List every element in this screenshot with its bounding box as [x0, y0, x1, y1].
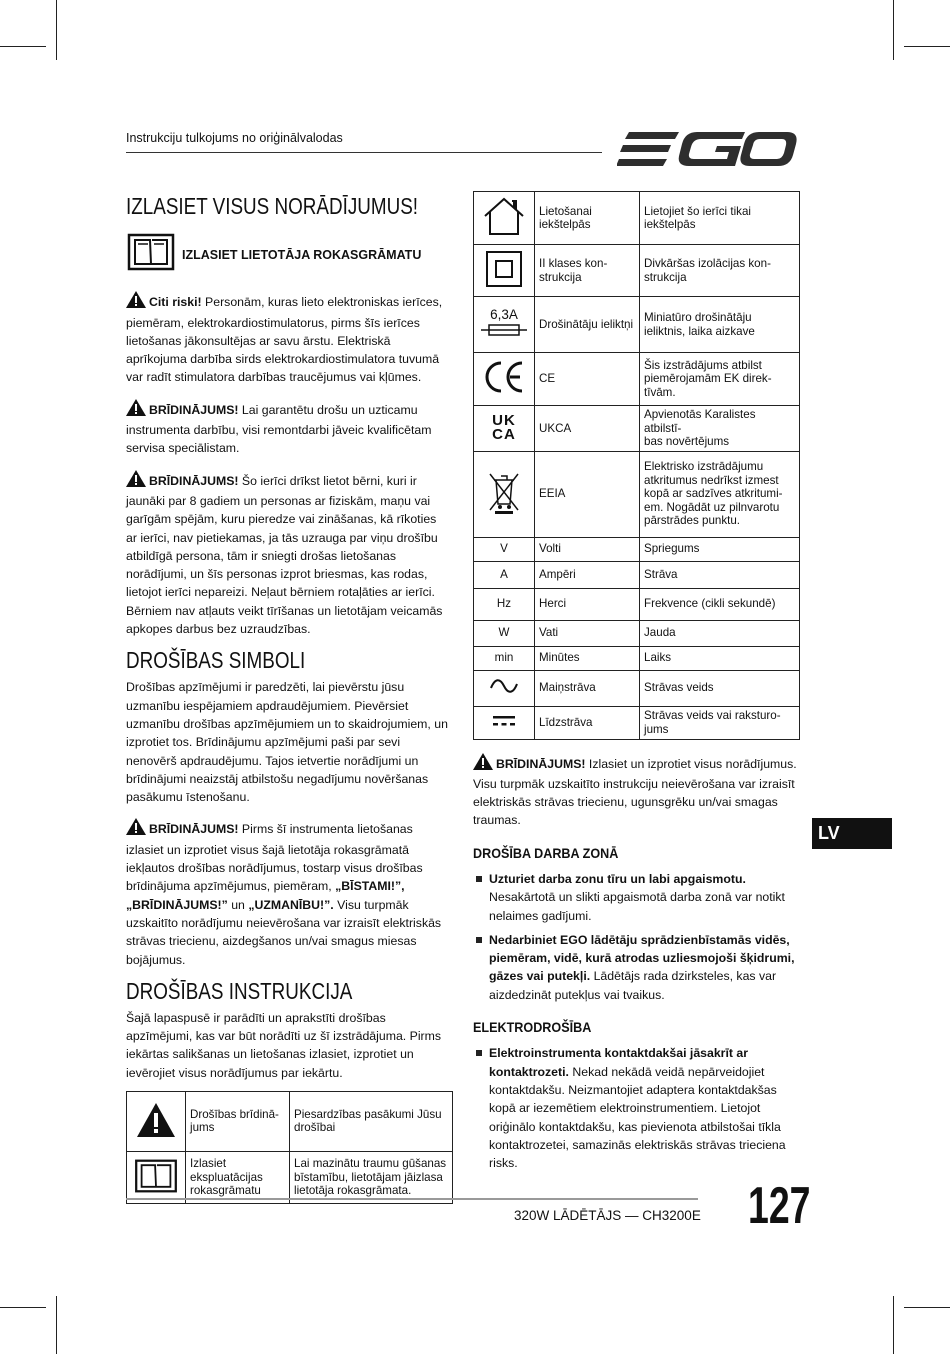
unit-symbol: W [474, 620, 535, 646]
table-cell: EEIA [535, 451, 640, 537]
left-column [126, 188, 448, 1204]
table-cell: Apvienotās Karalistes atbilstī- bas novērtējums [640, 406, 800, 452]
header-text: Instrukciju tulkojums no oriģinālvalodas [126, 131, 343, 145]
table-cell: Maiņstrāva [535, 670, 640, 706]
list-item-bold: Uzturiet darba zonu tīru un labi apgaismotu. [489, 871, 746, 886]
paragraph-instructions: Šajā lapaspusē ir parādīti un aprakstīti drošības apzīmējumi, kas var būt norādīti uz šī izstrādājuma. Pirms iekārtas salikšanas un lietošanas izlasiet, izprotiet un ievērojiet visus norādījumus par iekārtu. [126, 1010, 442, 1080]
work-area-list [473, 870, 800, 1004]
section-title-read-all: IZLASIET VISUS NORĀDĪJUMUS! [126, 193, 419, 219]
table-cell: Jauda [640, 620, 800, 646]
left-symbol-table [126, 1091, 453, 1204]
unit-symbol: Hz [474, 588, 535, 620]
unit-symbol: min [474, 646, 535, 670]
dc-icon [474, 706, 535, 739]
table-row [127, 1151, 453, 1203]
list-item [473, 870, 800, 925]
signal-words: „BĪSTAMI!”, „BRĪDINĀJUMS!” [126, 879, 405, 912]
warning-triangle-icon [473, 753, 493, 775]
table-row [474, 646, 800, 670]
table-cell: Piesardzības pasākumi Jūsu drošībai [290, 1091, 453, 1151]
section-title-electrical-safety: ELEKTRODROŠĪBA [473, 1019, 592, 1036]
table-cell: Laiks [640, 646, 800, 670]
unit-symbol: V [474, 537, 535, 561]
table-cell: Līdzstrāva [535, 706, 640, 739]
ego-logo [617, 130, 799, 175]
paragraph-warning-general [473, 753, 800, 830]
table-row [474, 620, 800, 646]
paragraph-other-risks [126, 291, 448, 386]
warning-triangle-icon [126, 470, 146, 492]
crop-mark [0, 1307, 46, 1308]
footer-rule [126, 1198, 698, 1200]
table-cell: Izlasiet ekspluatācijas rokasgrāmatu [186, 1151, 290, 1203]
warning-read-text-end: Visu turpmāk uzskaitīto norādījumu neievērošana var izraisīt elektriskās strāvas triecienu, aizdegšanos un/vai smagus miesas bojājumus. [126, 897, 442, 967]
paragraph-warning-children [126, 470, 448, 639]
language-tab: LV [812, 818, 892, 849]
warning-read-text: Pirms šī instrumenta lietošanas izlasiet un izprotiet visus šajā lietotāja rokasgrāmatā iekļautos drošības norādījumus, tostarp visus drošības brīdinājuma apzīmējumus, piemēram, [126, 822, 423, 894]
other-risks-label: Citi riski! [149, 295, 202, 310]
crossed-bin-icon [474, 451, 535, 537]
list-item-bold: Elektroinstrumenta kontaktdakšai jāsakrīt ar kontaktrozeti. [489, 1046, 749, 1079]
section-title-work-area: DROŠĪBA DARBA ZONĀ [473, 844, 619, 861]
footer-product: 320W LĀDĒTĀJS — CH3200E [514, 1208, 701, 1223]
table-cell: Drošības brīdinā- jums [186, 1091, 290, 1151]
signal-word-caution: „UZMANĪBU!”. [248, 897, 334, 912]
ukca-glyph: CA [492, 426, 516, 444]
table-row [474, 245, 800, 297]
crop-mark [0, 46, 46, 47]
book-icon [126, 232, 176, 277]
crop-mark [893, 0, 894, 60]
table-cell: Elektrisko izstrādājumu atkritumus nedrīkst izmest kopā ar sadzīves atkritumi- em. Nogādāt uz pilnvarotu pārstrādes punktu. [640, 451, 800, 537]
table-row [474, 451, 800, 537]
table-row [474, 406, 800, 452]
table-cell: Volti [535, 537, 640, 561]
warning-repair-text: Lai garantētu drošu un uzticamu instrumenta darbību, visi remontdarbi jāveic kvalificētam servisa speciālistam. [126, 402, 432, 456]
table-cell: Ampēri [535, 561, 640, 588]
list-item-text: Nekad nekādā veidā nepārveidojiet kontaktdakšu. Neizmantojiet adaptera kontaktdakšas kopā ar iezemētiem elektroinstrumentiem. Lietojot oriģinālo kontaktdakšu, kas pievienota atbilstošai tīkla kontaktrozetei, samazinās elektriskās strāvas trieciena risks. [489, 1064, 786, 1171]
paragraph-warning-read [126, 818, 448, 968]
paragraph-warning-repair [126, 399, 448, 458]
table-cell: Minūtes [535, 646, 640, 670]
paragraph-symbols: Drošības apzīmējumi ir paredzēti, lai pievērstu jūsu uzmanību iespējamiem apdraudējumiem. Pievērsiet uzmanību drošības apzīmējumiem un to skaidrojumiem, un izprotiet tos. Brīdinājumu apzīmējumi paši par sevi nenovērš apdraudējumu. Tajos ietvertie norādījumi un brīdinājumi neaizstāj atbilstošu negadījumu novēršanas pasākumu īstenošanu. [126, 680, 448, 805]
ukca-glyph: UK [492, 412, 516, 430]
ce-mark-icon [474, 353, 535, 406]
table-row [474, 192, 800, 245]
table-row [474, 561, 800, 588]
warning-label: BRĪDINĀJUMS! [149, 402, 239, 417]
table-cell: Lai mazinātu traumu gūšanas bīstamību, lietotājam jāizlasa lietotāja rokasgrāmata. [290, 1151, 453, 1203]
crop-mark [56, 0, 57, 60]
table-cell: Strāva [640, 561, 800, 588]
table-cell: Divkāršas izolācijas kon- strukcija [640, 245, 800, 297]
crop-mark [904, 46, 950, 47]
list-item-bold: Nedarbiniet EGO lādētāju sprādzienbīstamās vidēs, piemēram, vidē, kurā atrodas uzliesmojoši šķidrumi, gāzes vai putekļi. [489, 932, 795, 984]
table-cell: Strāvas veids [640, 670, 800, 706]
crop-mark [56, 1296, 57, 1354]
read-manual-label: IZLASIET LIETOTĀJA ROKASGRĀMATU [182, 247, 422, 262]
section-title-safety-instructions: DROŠĪBAS INSTRUKCIJA [126, 977, 353, 1004]
section-title-safety-symbols: DROŠĪBAS SIMBOLI [126, 647, 306, 674]
list-item-text: Nesakārtotā un slikti apgaismotā darba zonā var notikt nelaimes gadījumi. [489, 890, 785, 923]
right-column [473, 191, 800, 1172]
table-cell: Lietošanai iekštelpās [535, 192, 640, 245]
crop-mark [893, 1296, 894, 1354]
page-number: 127 [748, 1177, 811, 1235]
table-cell: UKCA [535, 406, 640, 452]
table-cell: Lietojiet šo ierīci tikai iekštelpās [640, 192, 800, 245]
list-item [473, 1044, 800, 1172]
unit-symbol: A [474, 561, 535, 588]
table-row [474, 588, 800, 620]
table-row [474, 353, 800, 406]
warning-triangle-icon [126, 818, 146, 840]
table-cell: II klases kon- strukcija [535, 245, 640, 297]
ukca-mark-icon [474, 406, 535, 452]
fuse-icon [474, 297, 535, 353]
table-cell: Spriegums [640, 537, 800, 561]
table-cell: Šis izstrādājums atbilst piemērojamām EK direk- tīvām. [640, 353, 800, 406]
other-risks-text: Personām, kuras lieto elektroniskas ierīces, piemēram, elektrokardiostimulatorus, pirms šīs ierīces lietošanas jākonsultējas ar savu ārstu. Elektriskā aprīkojuma darbība sirds elektrokardiostimulatora tuvumā var radīt stimulatora darbības traucējumus vai kļūmes. [126, 295, 443, 385]
warning-triangle-icon [126, 399, 146, 421]
crop-mark [904, 1307, 950, 1308]
warning-triangle-icon [127, 1091, 186, 1151]
table-row [474, 670, 800, 706]
house-icon [474, 192, 535, 245]
header-rule [126, 152, 602, 153]
table-cell: Miniatūro drošinātāju ieliktnis, laika aizkave [640, 297, 800, 353]
table-cell: Drošinātāju ieliktņi [535, 297, 640, 353]
fuse-rating: 6,3A [490, 307, 518, 323]
warning-triangle-icon [126, 291, 146, 313]
table-cell: Vati [535, 620, 640, 646]
right-symbol-table [473, 191, 800, 740]
list-item-text: Lādētājs rada dzirksteles, kas var aizdedzināt putekļus vai tvaikus. [489, 969, 777, 1002]
table-row [474, 297, 800, 353]
table-row [127, 1091, 453, 1151]
warning-children-text: Šo ierīci drīkst lietot bērni, kuri ir jaunāki par 8 gadiem un personas ar fiziskām, maņu vai garīgām spējām, kuru pieredze vai zināšanas, kā rīkoties ar ierīci, nav pietiekamas, ja tās uzrauga par viņu drošību atbildīgā persona, tām ir sniegti drošas lietošanas norādījumi, un šīs personas izprot briesmas, kas rodas, lietojot ierīci nepareizi. Neļaut bērniem rotaļāties ar ierīci. Bērniem nav atļauts veikt tīrīšanas un lietotājam veicamās apkopes darbus bez uzraudzības. [126, 473, 443, 637]
double-square-icon [474, 245, 535, 297]
table-cell: Herci [535, 588, 640, 620]
table-cell: Strāvas veids vai raksturo- jums [640, 706, 800, 739]
table-cell: Frekvence (cikli sekundē) [640, 588, 800, 620]
table-cell: CE [535, 353, 640, 406]
warning-label: BRĪDINĀJUMS! [149, 822, 239, 837]
warning-label: BRĪDINĀJUMS! [496, 756, 586, 771]
warning-label: BRĪDINĀJUMS! [149, 473, 239, 488]
list-item [473, 931, 800, 1004]
read-manual-row [126, 232, 448, 277]
ac-wave-icon [474, 670, 535, 706]
book-icon [127, 1151, 186, 1203]
conjunction: un [227, 897, 249, 912]
table-row [474, 537, 800, 561]
electrical-safety-list [473, 1044, 800, 1172]
warning-general-text: Izlasiet un izprotiet visus norādījumus. Visu turpmāk uzskaitīto instrukciju neievērošana var izraisīt elektriskās strāvas triecienu, ugunsgrēku un/vai smagas traumas. [473, 756, 797, 828]
table-row [474, 706, 800, 739]
